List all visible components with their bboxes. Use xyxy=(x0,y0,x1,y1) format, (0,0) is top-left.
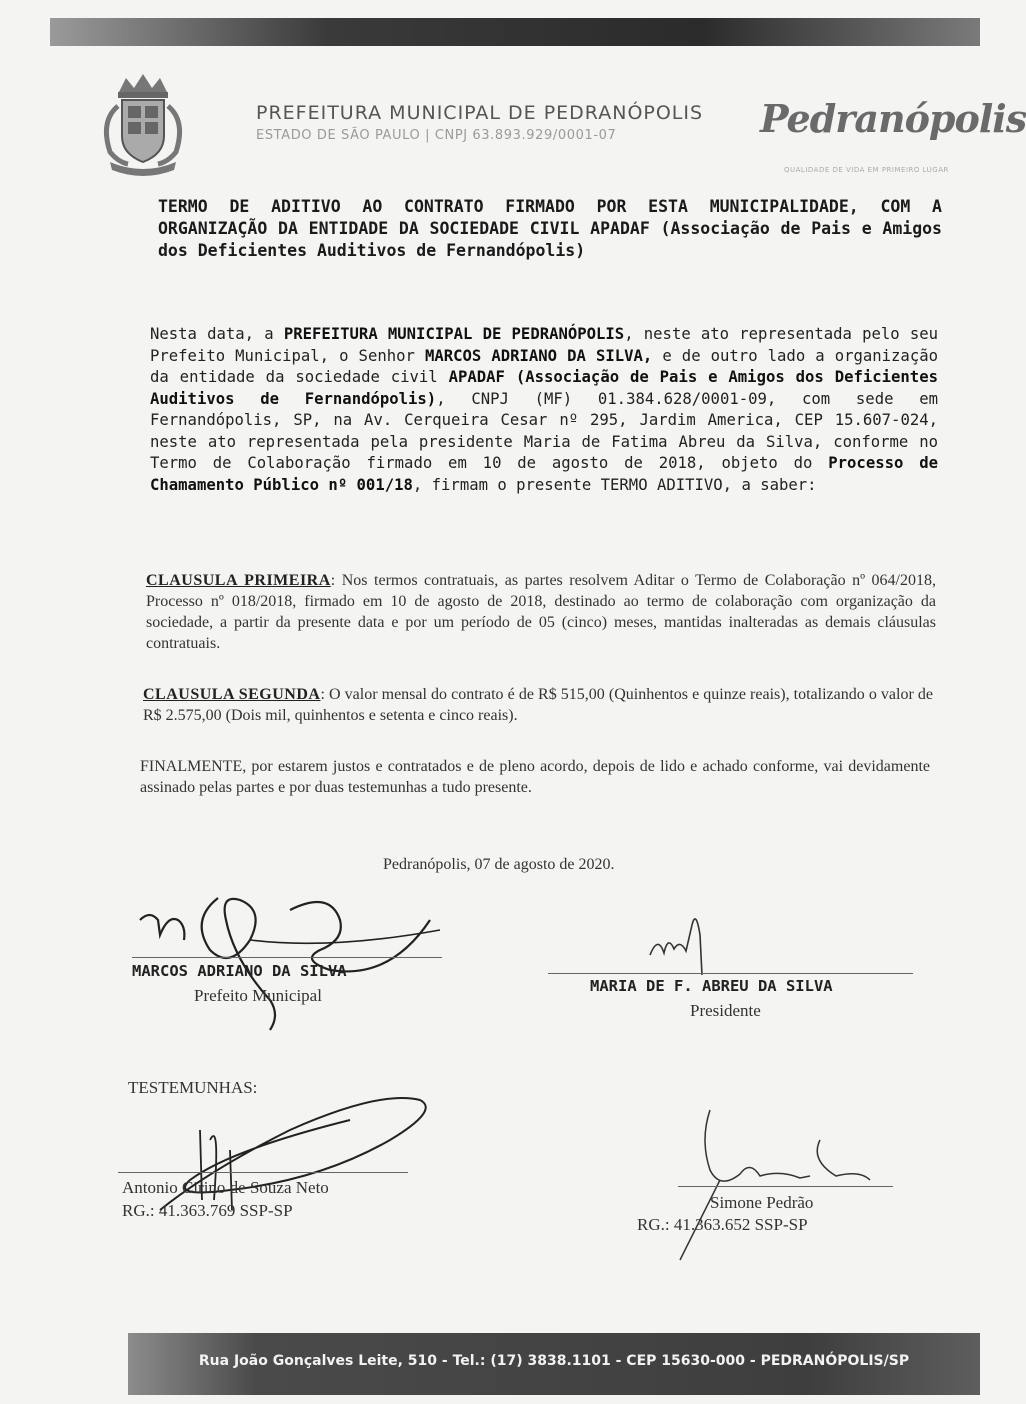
signature-line xyxy=(118,1172,408,1173)
signature-line xyxy=(548,973,913,974)
intro-text: e de outro lado a organização da entidade da sociedade civil xyxy=(150,346,938,386)
intro-bold: Processo de Chamamento Público nº 001/18 xyxy=(150,454,938,494)
clause-second xyxy=(143,684,933,726)
witness-2-rg: RG.: 41.363.652 SSP-SP xyxy=(637,1215,808,1234)
intro-bold: PREFEITURA MUNICIPAL DE PEDRANÓPOLIS xyxy=(283,325,625,343)
header-subtitle: ESTADO DE SÃO PAULO | CNPJ 63.893.929/0001-07 xyxy=(256,128,617,143)
intro-text: , CNPJ (MF) 01.384.628/0001-09, com sede em Fernandópolis, SP, na Av. Cerqueira Cesar nº 295, Jardim America, CEP 15.607-024, neste ato representada pela presidente Maria de Fatima Abreu da Silva, conforme no Termo de Colaboração firmado em 10 de agosto de 2018, objeto do xyxy=(150,389,938,472)
clause-heading: CLAUSULA SEGUNDA xyxy=(143,686,321,703)
closing-paragraph: FINALMENTE, por estarem justos e contratados e de pleno acordo, depois de lido e achado conforme, vai devidamente assinado pelas partes e por duas testemunhas a tudo presente. xyxy=(140,758,930,796)
header xyxy=(256,102,726,143)
intro-text: , firmam o presente TERMO ADITIVO, a saber: xyxy=(412,475,817,494)
clause-text: : O valor mensal do contrato é de R$ 515,00 (Quinhentos e quinze reais), totalizando o valor de R$ 2.575,00 (Dois mil, quinhentos e setenta e cinco reais). xyxy=(143,686,933,724)
president-name: MARIA DE F. ABREU DA SILVA xyxy=(590,977,833,995)
witnesses-label: TESTEMUNHAS: xyxy=(128,1078,258,1097)
intro-text: , neste ato representada pelo seu Prefeito Municipal, o Senhor xyxy=(150,325,938,365)
footer-band xyxy=(128,1333,980,1395)
date-line: Pedranópolis, 07 de agosto de 2020. xyxy=(383,856,615,873)
city-logo xyxy=(760,96,1026,182)
clause-text: : Nos termos contratuais, as partes resolvem Aditar o Termo de Colaboração nº 064/2018, Processo nº 018/2018, firmado em 10 de agosto de 2018, destinado ao termo de colaboração com organização da sociedade, a partir da presente data e por um período de 05 (cinco) meses, mantidas inalteradas as demais cláusulas contratuais. xyxy=(146,572,936,652)
top-band xyxy=(50,18,980,46)
mayor-name: MARCOS ADRIANO DA SILVA xyxy=(132,962,347,980)
intro-text: Nesta data, a xyxy=(150,325,284,343)
document-title: TERMO DE ADITIVO AO CONTRATO FIRMADO POR ESTA MUNICIPALIDADE, COM A ORGANIZAÇÃO DA ENTIDADE DA SOCIEDADE CIVIL APADAF (Associação de Pais e Amigos dos Deficientes Auditivos de Fernandópolis) xyxy=(158,197,942,260)
clause-heading: CLAUSULA PRIMEIRA xyxy=(146,572,331,589)
signature-line xyxy=(678,1186,893,1187)
president-role: Presidente xyxy=(690,1001,761,1020)
municipal-coat-of-arms-icon xyxy=(88,66,198,178)
clause-first xyxy=(146,570,936,654)
witness-2-name: Simone Pedrão xyxy=(710,1193,814,1212)
footer-address: Rua João Gonçalves Leite, 510 - Tel.: (17) 3838.1101 - CEP 15630-000 - PEDRANÓPOLIS/SP xyxy=(198,1353,910,1369)
logo-tagline: QUALIDADE DE VIDA EM PRIMEIRO LUGAR xyxy=(784,166,949,174)
signature-line xyxy=(132,957,442,958)
intro-paragraph xyxy=(150,324,938,496)
witness-1-name: Antonio Cirino de Souza Neto xyxy=(122,1178,329,1197)
intro-bold: MARCOS ADRIANO DA SILVA, xyxy=(424,346,653,365)
mayor-role: Prefeito Municipal xyxy=(194,986,322,1005)
mayor-signature xyxy=(130,880,450,1030)
witness-1-rg: RG.: 41.363.769 SSP-SP xyxy=(122,1201,293,1220)
witness-2-signature xyxy=(660,1100,890,1260)
logo-wordmark: Pedranópolis xyxy=(760,96,1026,141)
intro-bold: APADAF (Associação de Pais e Amigos dos Deficientes Auditivos de Fernandópolis) xyxy=(150,368,938,408)
header-title: PREFEITURA MUNICIPAL DE PEDRANÓPOLIS xyxy=(256,102,704,124)
